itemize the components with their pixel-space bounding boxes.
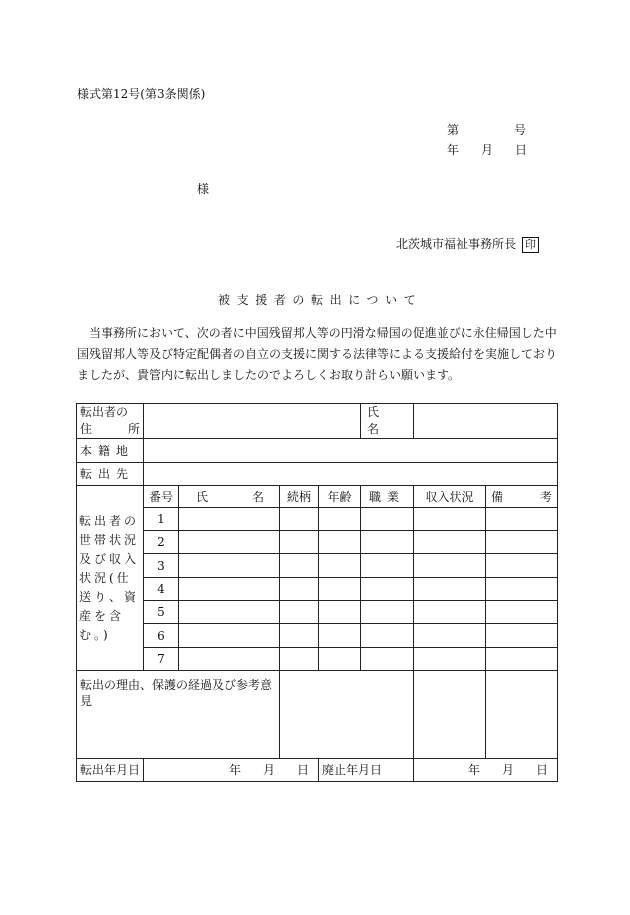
col-number: 番号 (144, 486, 179, 508)
row-name[interactable] (179, 508, 280, 531)
row-number: 2 (144, 531, 179, 554)
abolish-date-input[interactable] (414, 759, 558, 782)
address-label-cell (77, 404, 144, 439)
row-remarks[interactable] (486, 601, 558, 624)
row-number: 3 (144, 554, 179, 578)
row-income[interactable] (414, 601, 486, 624)
row-name[interactable] (179, 601, 280, 624)
row-relation[interactable] (280, 624, 319, 648)
row-relation[interactable] (280, 531, 319, 554)
address-label-line1: 転出者の (80, 405, 129, 419)
col-name: 氏 名 (179, 486, 280, 508)
row-remarks[interactable] (486, 508, 558, 531)
row-number: 7 (144, 648, 179, 671)
seal-mark: 印 (522, 237, 539, 253)
row-remarks[interactable] (486, 554, 558, 578)
row-number: 1 (144, 508, 179, 531)
address-label-sho: 所 (127, 422, 140, 436)
reason-label: 転出の理由、保護の経過及び参考意見 (77, 671, 280, 759)
address-row (77, 404, 558, 439)
abolish-date-day: 日 (535, 763, 548, 777)
abolish-date-label: 廃止年月日 (319, 759, 414, 782)
move-date-input[interactable] (144, 759, 319, 782)
abolish-date-month: 月 (501, 763, 514, 777)
row-age[interactable] (319, 508, 361, 531)
doc-number-suffix: 号 (514, 123, 527, 137)
table-row (77, 554, 558, 578)
row-occupation[interactable] (361, 508, 414, 531)
address-input[interactable] (144, 404, 361, 439)
row-age[interactable] (319, 648, 361, 671)
row-income[interactable] (414, 578, 486, 601)
destination-row (77, 463, 558, 486)
move-date-month: 月 (262, 763, 275, 777)
row-relation[interactable] (280, 508, 319, 531)
date-row (77, 759, 558, 782)
name-label-line1: 氏 (367, 405, 380, 419)
reason-input-extra[interactable] (414, 671, 486, 759)
date-year-label: 年 (447, 143, 460, 157)
name-label-line2: 名 (367, 422, 380, 436)
recipient-suffix: 様 (197, 182, 210, 196)
row-name[interactable] (179, 554, 280, 578)
row-relation[interactable] (280, 554, 319, 578)
household-header-row (77, 486, 558, 508)
name-input[interactable] (414, 404, 558, 439)
household-label: 転出者の世帯状況及び収入状況(仕送り、資産を含む。) (77, 486, 144, 671)
row-name[interactable] (179, 531, 280, 554)
row-number: 4 (144, 578, 179, 601)
address-label-line2 (80, 421, 140, 438)
honseki-input[interactable] (144, 439, 558, 463)
row-relation[interactable] (280, 601, 319, 624)
reason-input-remarks[interactable] (486, 671, 558, 759)
move-date-day: 日 (296, 763, 309, 777)
table-row (77, 578, 558, 601)
honseki-row (77, 439, 558, 463)
row-remarks[interactable] (486, 648, 558, 671)
row-age[interactable] (319, 578, 361, 601)
row-income[interactable] (414, 508, 486, 531)
doc-number-prefix: 第 (447, 123, 460, 137)
row-age[interactable] (319, 531, 361, 554)
row-income[interactable] (414, 531, 486, 554)
col-occupation: 職業 (361, 486, 414, 508)
name-label-cell (361, 404, 414, 439)
reason-row (77, 671, 558, 759)
row-name[interactable] (179, 648, 280, 671)
reason-input[interactable] (280, 671, 414, 759)
transfer-form-table (76, 403, 558, 782)
row-occupation[interactable] (361, 531, 414, 554)
row-income[interactable] (414, 624, 486, 648)
row-number: 6 (144, 624, 179, 648)
honseki-label: 本籍地 (77, 439, 144, 463)
table-row (77, 531, 558, 554)
move-date-label: 転出年月日 (77, 759, 144, 782)
row-occupation[interactable] (361, 624, 414, 648)
col-income: 収入状況 (414, 486, 486, 508)
row-occupation[interactable] (361, 554, 414, 578)
row-remarks[interactable] (486, 531, 558, 554)
row-age[interactable] (319, 624, 361, 648)
address-label-jyu: 住 (80, 422, 93, 436)
col-relation: 続柄 (280, 486, 319, 508)
document-title: 被支援者の転出について (218, 293, 423, 307)
table-row (77, 601, 558, 624)
row-income[interactable] (414, 648, 486, 671)
body-paragraph: 当事務所において、次の者に中国残留邦人等の円滑な帰国の促進並びに永住帰国した中国残留邦人等及び特定配偶者の自立の支援に関する法律等による支援給付を実施しておりましたが、貴管内に転出しましたのでよろしくお取り計らい願います。 (77, 326, 558, 382)
row-age[interactable] (319, 601, 361, 624)
row-occupation[interactable] (361, 648, 414, 671)
col-age: 年齢 (319, 486, 361, 508)
row-age[interactable] (319, 554, 361, 578)
row-occupation[interactable] (361, 601, 414, 624)
row-remarks[interactable] (486, 578, 558, 601)
date-day-label: 日 (515, 143, 528, 157)
form-number: 様式第12号(第3条関係) (77, 87, 206, 101)
table-row (77, 648, 558, 671)
row-relation[interactable] (280, 578, 319, 601)
row-number: 5 (144, 601, 179, 624)
row-name[interactable] (179, 578, 280, 601)
row-income[interactable] (414, 554, 486, 578)
row-remarks[interactable] (486, 624, 558, 648)
table-row (77, 508, 558, 531)
row-relation[interactable] (280, 648, 319, 671)
sender-line (396, 235, 539, 253)
destination-label: 転出先 (77, 463, 144, 486)
row-occupation[interactable] (361, 578, 414, 601)
row-name[interactable] (179, 624, 280, 648)
sender-name: 北茨城市福祉事務所長 (396, 237, 517, 251)
abolish-date-year: 年 (467, 763, 480, 777)
col-remarks: 備 考 (486, 486, 558, 508)
date-month-label: 月 (481, 143, 494, 157)
table-row (77, 624, 558, 648)
destination-input[interactable] (144, 463, 558, 486)
move-date-year: 年 (228, 763, 241, 777)
